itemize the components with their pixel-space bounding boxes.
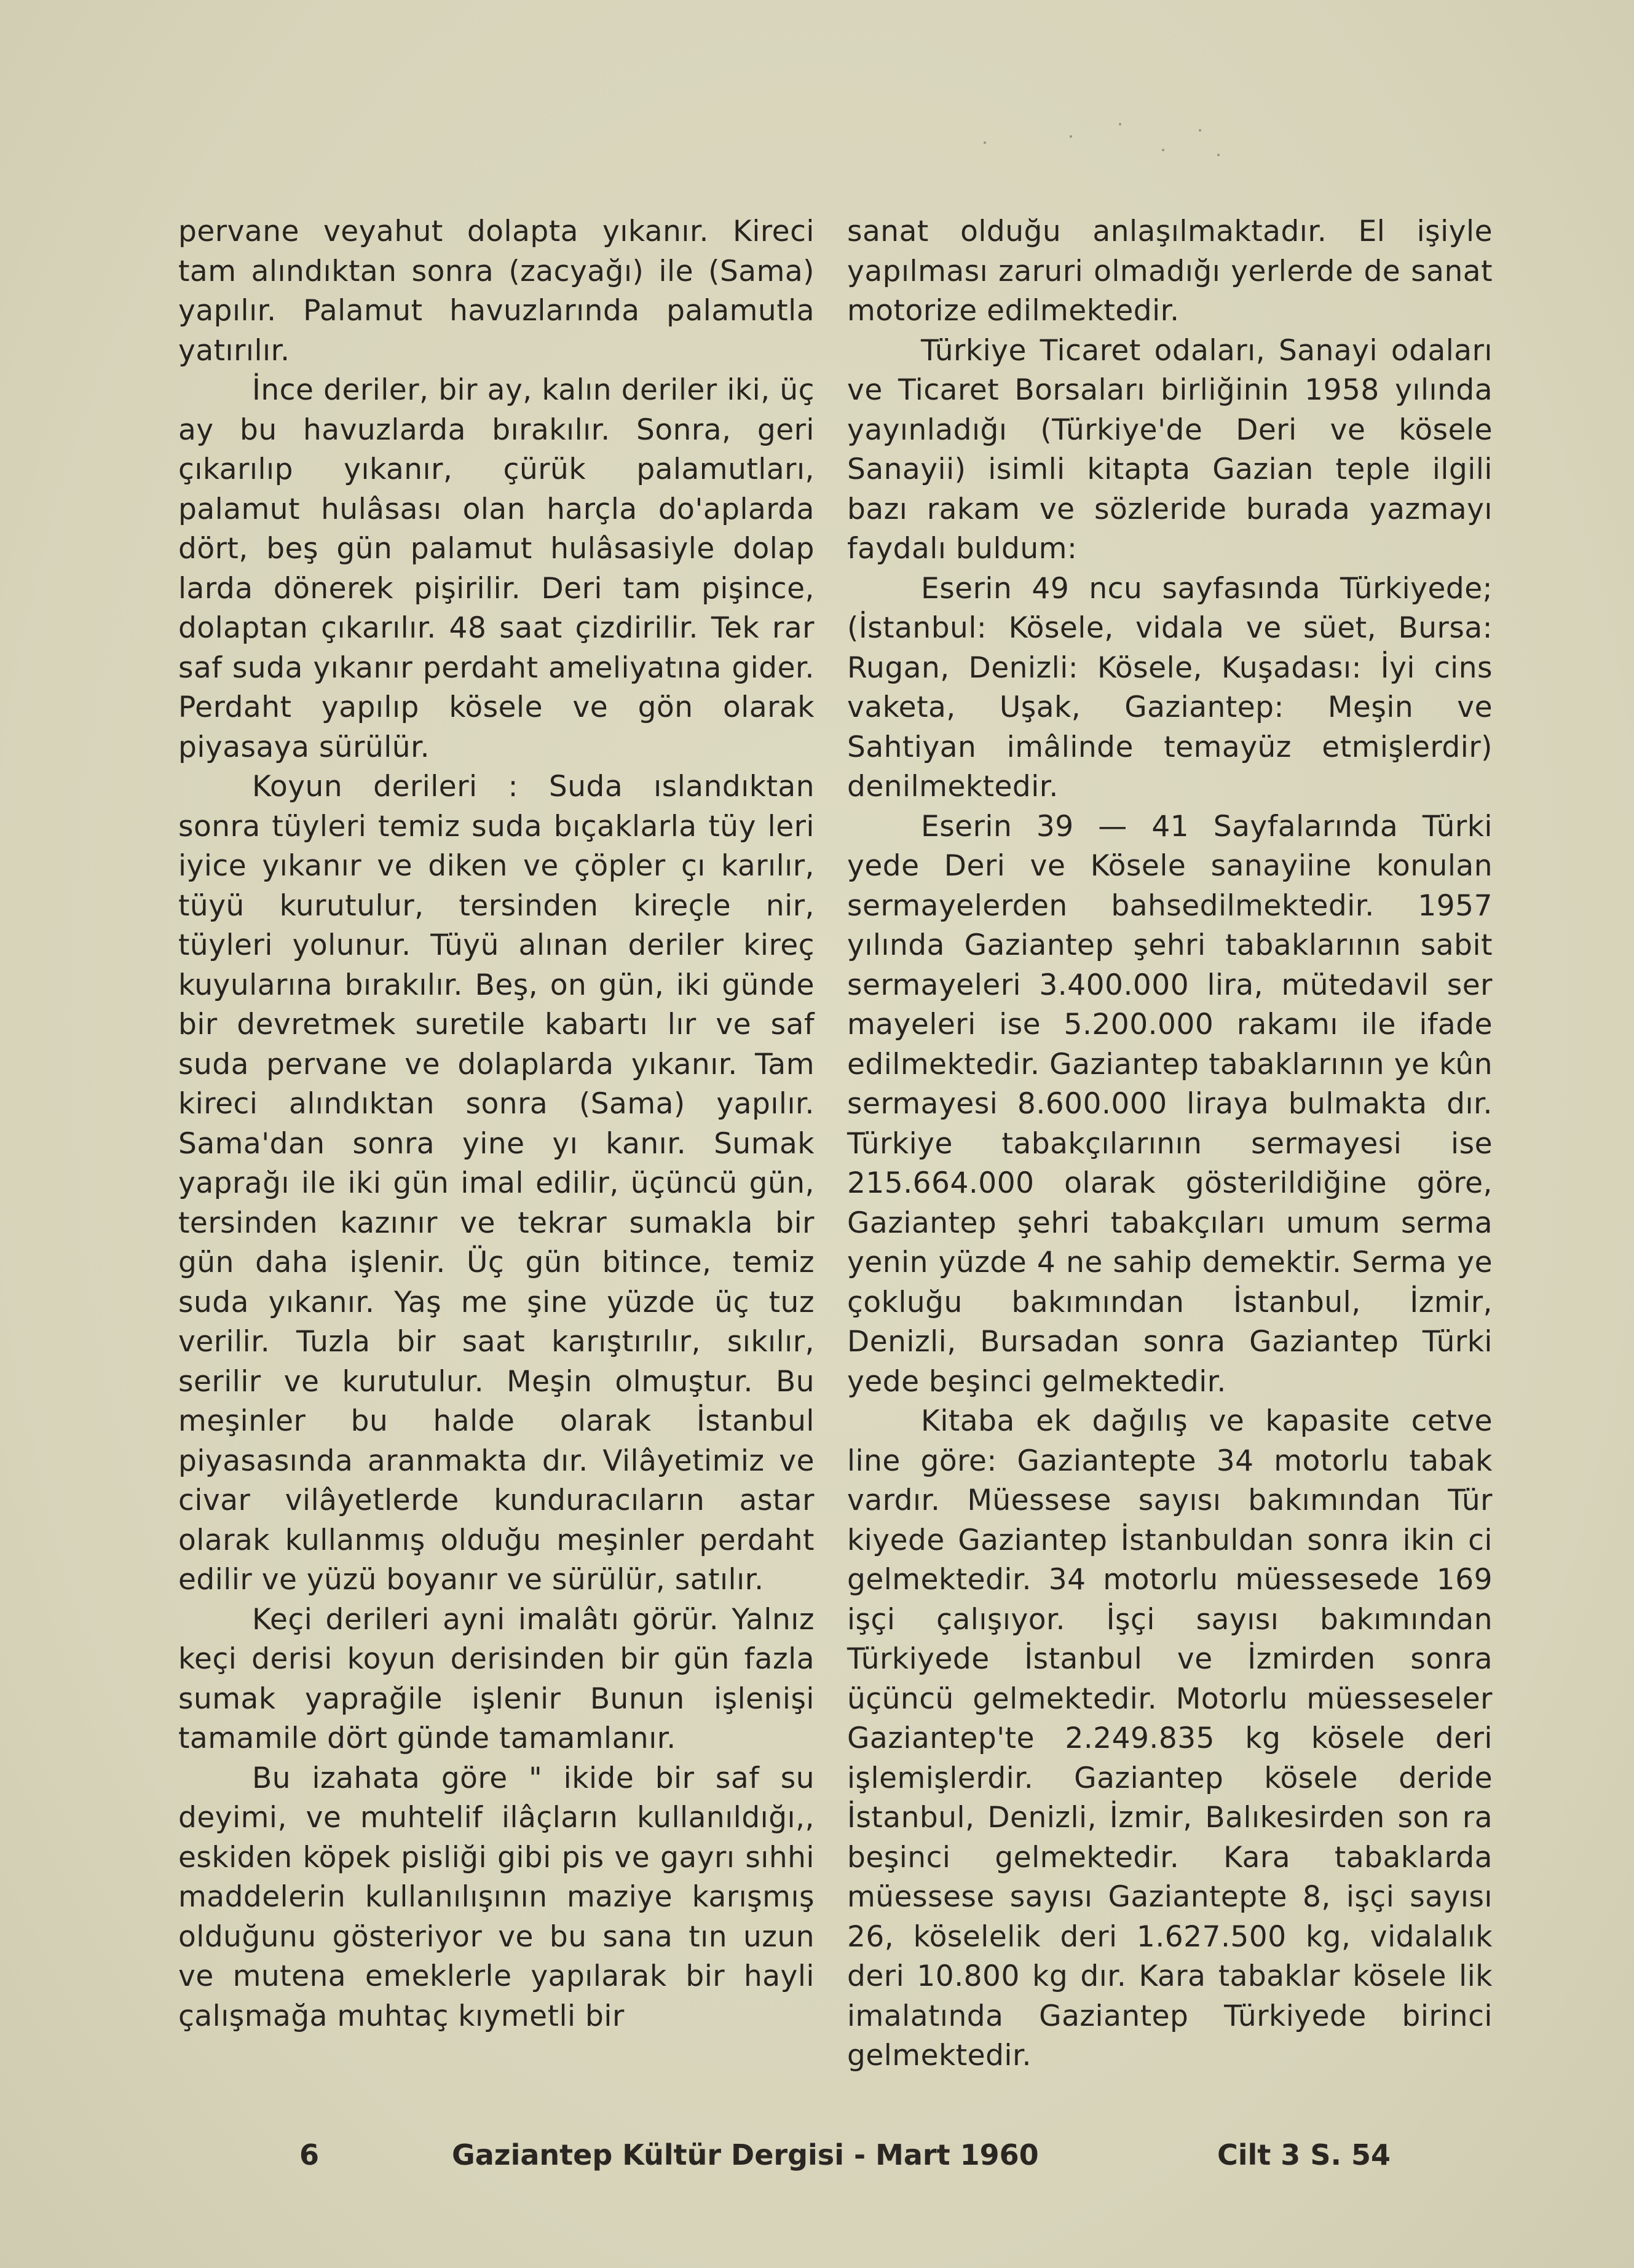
paragraph: Türkiye Ticaret odaları, Sanayi odaları ve Ticaret Borsaları birliğinin 1958 yılında yayınladığı (Türkiye'de Deri ve kösele Sanayii) isimli kitapta Gazian teple ilgili bazı rakam ve sözleride burada yazmayı faydalı buldum: xyxy=(847,333,1493,566)
paragraph: sanat olduğu anlaşılmaktadır. El işiyle yapılması zaruri olmadığı yerlerde de sanat motorize edilmektedir. xyxy=(847,215,1493,328)
paragraph: Kitaba ek dağılış ve kapasite cetve line göre: Gaziantepte 34 motorlu tabak vardır. Müessese sayısı bakımından Tür kiyede Gaziantep İstanbuldan sonra ikin ci gelmektedir. 34 motorlu müessesede 169 işçi çalışıyor. İşçi sayısı bakımından Türkiyede İstanbul ve İzmirden sonra üçüncü gelmektedir. Motorlu müesseseler Gaziantep'te 2.249.835 kg kösele deri işlemişlerdir. Gaziantep kösele deride İstanbul, Denizli, İzmir, Balıkesirden son ra beşinci gelmektedir. Kara tabaklarda müessese sayısı Gaziantepte 8, işçi sayısı 26, köselelik deri 1.627.500 kg, vidalalık deri 10.800 kg dır. Kara tabaklar kösele lik imalatında Gaziantep Türkiyede birinci gelmektedir. xyxy=(847,1404,1493,2072)
paragraph: pervane veyahut dolapta yıkanır. Kireci tam alındıktan sonra (zacyağı) ile (Sama) yapılır. Palamut havuzlarında palamutla yatırılır. xyxy=(178,215,815,368)
volume-issue: Cilt 3 S. 54 xyxy=(1217,2138,1391,2171)
page-footer xyxy=(0,2138,1634,2181)
paragraph: Koyun derileri : Suda ıslandıktan sonra tüyleri temiz suda bıçaklarla tüy leri iyice yıkanır ve diken ve çöpler çı karılır, tüyü kurutulur, tersinden kireçle nir, tüyleri yolunur. Tüyü alınan deriler kireç kuyularına bırakılır. Beş, on gün, iki günde bir devretmek suretile kabartı lır ve saf suda pervane ve dolaplarda yıkanır. Tam kireci alındıktan sonra (Sama) yapılır. Sama'dan sonra yine yı kanır. Sumak yaprağı ile iki gün imal edilir, üçüncü gün, tersinden kazınır ve tekrar sumakla bir gün daha işlenir. Üç gün bitince, temiz suda yıkanır. Yaş me şine yüzde üç tuz verilir. Tuzla bir saat karıştırılır, sıkılır, serilir ve kurutulur. Meşin olmuştur. Bu meşinler bu halde olarak İstanbul piyasasında aranmakta dır. Vilâyetimiz ve civar vilâyetlerde kunduracıların astar olarak kullanmış olduğu meşinler perdaht edilir ve yüzü boyanır ve sürülür, satılır. xyxy=(178,770,815,1597)
paragraph: Keçi derileri ayni imalâtı görür. Yalnız keçi derisi koyun derisinden bir gün fazla sumak yaprağile işlenir Bunun işlenişi tamamile dört günde tamamlanır. xyxy=(178,1602,815,1755)
journal-title: Gaziantep Kültür Dergisi - Mart 1960 xyxy=(452,2138,1039,2171)
left-column xyxy=(178,212,815,2036)
paragraph: Eserin 39 — 41 Sayfalarında Türki yede Deri ve Kösele sanayiine konulan sermayelerden bahsedilmektedir. 1957 yılında Gaziantep şehri tabaklarının sabit sermayeleri 3.400.000 lira, mütedavil ser mayeleri ise 5.200.000 rakamı ile ifade edilmektedir. Gaziantep tabaklarının ye kûn sermayesi 8.600.000 liraya bulmakta dır. Türkiye tabakçılarının sermayesi ise 215.664.000 olarak gösterildiğine göre, Gaziantep şehri tabakçıları umum serma yenin yüzde 4 ne sahip demektir. Serma ye çokluğu bakımından İstanbul, İzmir, Denizli, Bursadan sonra Gaziantep Türki yede beşinci gelmektedir. xyxy=(847,809,1493,1399)
paragraph: Bu izahata göre " ikide bir saf su deyimi, ve muhtelif ilâçların kullanıldığı,, eskiden köpek pisliği gibi pis ve gayrı sıhhi maddelerin kullanılışının maziye karışmış olduğunu gösteriyor ve bu sana tın uzun ve mutena emeklerle yapılarak bir hayli çalışmağa muhtaç kıymetli bir xyxy=(178,1761,815,2033)
page-number: 6 xyxy=(299,2138,320,2171)
right-column xyxy=(847,212,1493,2076)
print-specks xyxy=(959,105,1236,166)
paragraph: Eserin 49 ncu sayfasında Türkiyede; (İstanbul: Kösele, vidala ve süet, Bursa: Rugan, Denizli: Kösele, Kuşadası: İyi cins vaketa, Uşak, Gaziantep: Meşin ve Sahtiyan imâlinde temayüz etmişlerdir) denilmektedir. xyxy=(847,571,1493,804)
paragraph: İnce deriler, bir ay, kalın deriler iki, üç ay bu havuzlarda bırakılır. Sonra, geri çıkarılıp yıkanır, çürük palamutları, palamut hulâsası olan harçla do'aplarda dört, beş gün palamut hulâsasiyle dolap larda dönerek pişirilir. Deri tam pişince, dolaptan çıkarılır. 48 saat çizdirilir. Tek rar saf suda yıkanır perdaht ameliyatına gider. Perdaht yapılıp kösele ve gön olarak piyasaya sürülür. xyxy=(178,373,815,764)
